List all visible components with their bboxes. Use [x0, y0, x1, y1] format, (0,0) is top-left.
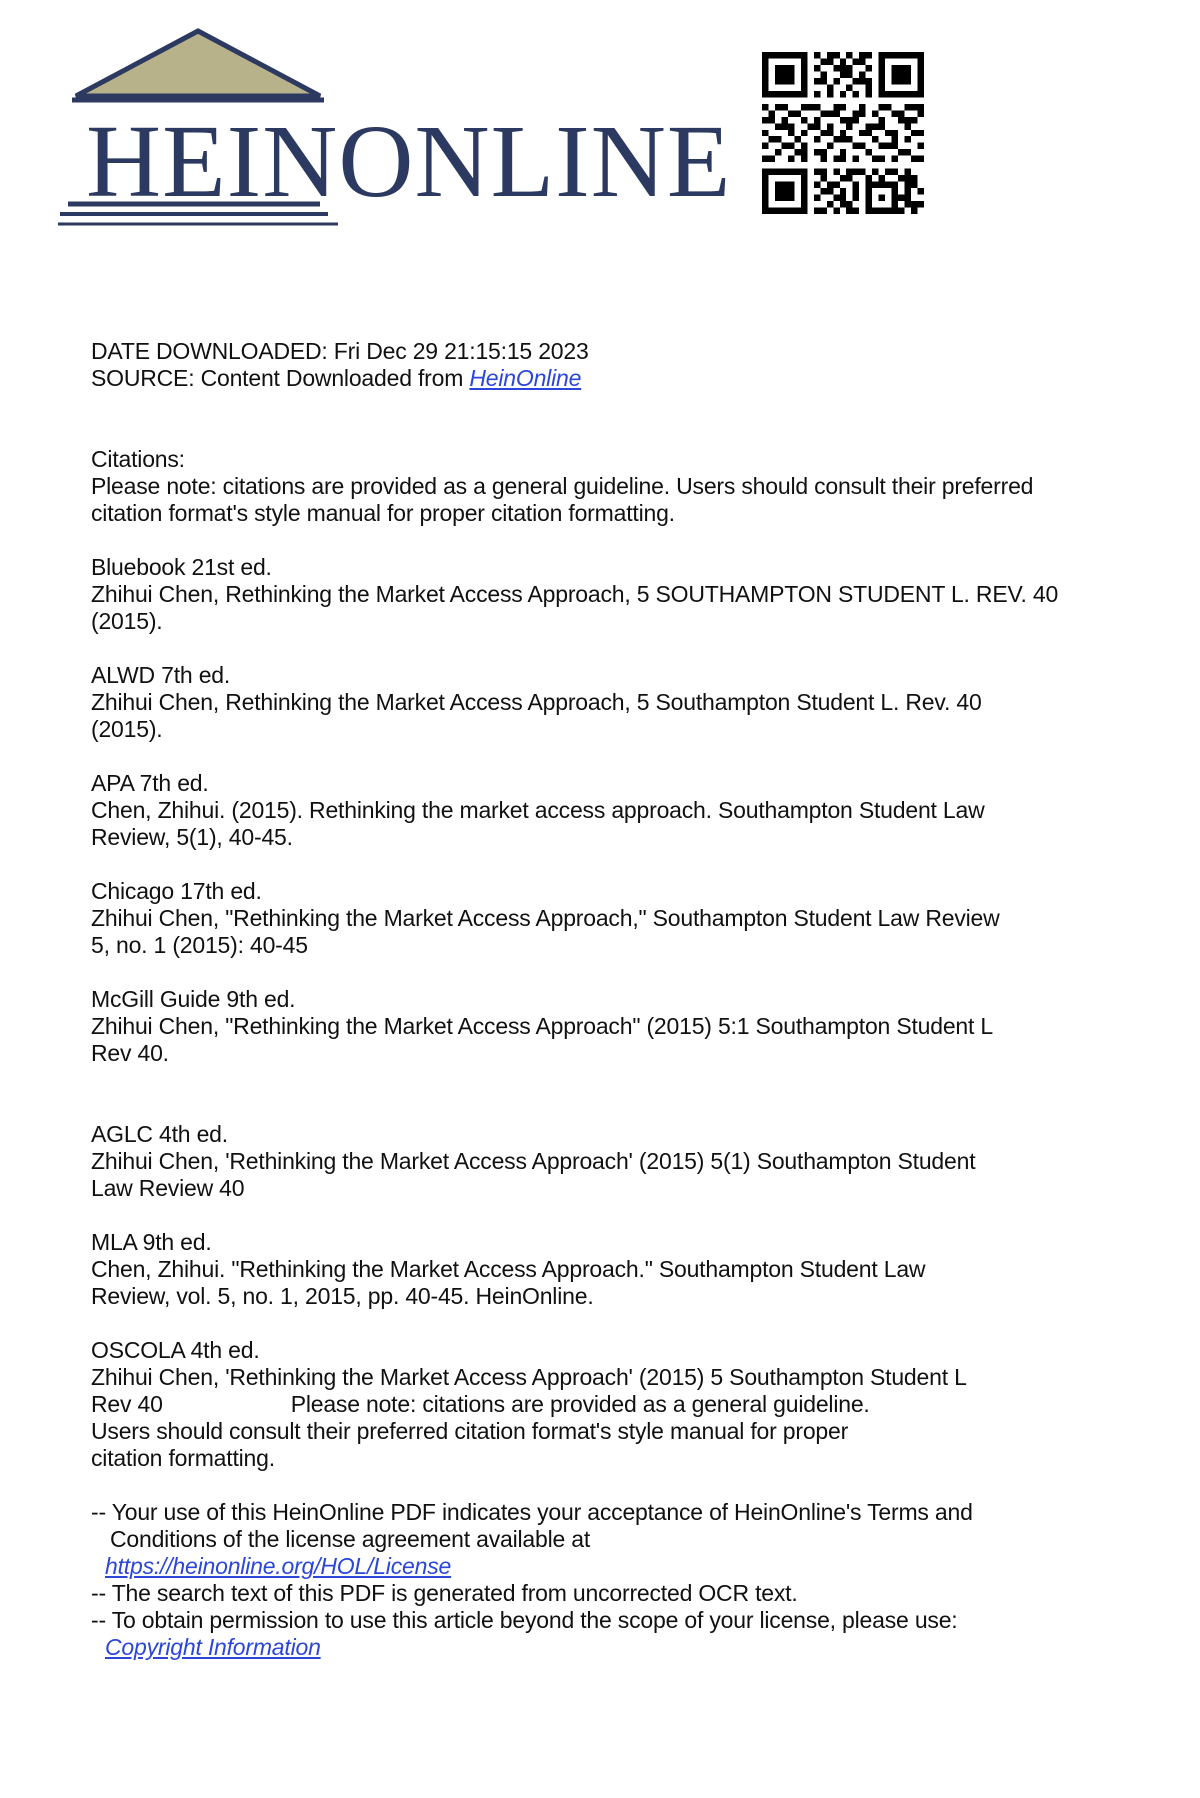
citation-text-line: Zhihui Chen, "Rethinking the Market Access Approach" (2015) 5:1 Southampton Student L	[91, 1013, 993, 1039]
qr-code-icon	[762, 52, 924, 214]
ocr-notice: -- The search text of this PDF is generated from uncorrected OCR text.	[91, 1580, 798, 1606]
citation-text-line	[91, 1391, 1141, 1418]
citations-heading: Citations:	[91, 446, 185, 472]
permission-notice: -- To obtain permission to use this article beyond the scope of your license, please use:	[91, 1607, 958, 1633]
citation-style: AGLC 4th ed.	[91, 1121, 228, 1147]
citations-note-line-2: citation format's style manual for proper citation formatting.	[91, 500, 675, 526]
oscola-inline-note: Please note: citations are provided as a general guideline.	[290, 1391, 870, 1417]
heinonline-link[interactable]: HeinOnline	[469, 365, 582, 391]
citation-text-line: Zhihui Chen, Rethinking the Market Access Approach, 5 SOUTHAMPTON STUDENT L. REV. 40	[91, 581, 1059, 607]
citation-style: Chicago 17th ed.	[91, 878, 262, 904]
logo-text: HEINONLINE	[86, 104, 732, 219]
terms-line-2: Conditions of the license agreement available at	[110, 1526, 591, 1552]
citation-text-line: Zhihui Chen, "Rethinking the Market Access Approach," Southampton Student Law Review	[91, 905, 1000, 931]
citation-chicago	[91, 878, 1141, 959]
citation-apa	[91, 770, 1141, 851]
citation-style: MLA 9th ed.	[91, 1229, 212, 1255]
citation-text-line: Rev 40.	[91, 1040, 169, 1066]
source-prefix: SOURCE: Content Downloaded from	[91, 365, 470, 391]
citation-text-line: Review, 5(1), 40-45.	[91, 824, 293, 850]
copyright-information-link[interactable]: Copyright Information	[105, 1634, 321, 1660]
citation-text-line: Review, vol. 5, no. 1, 2015, pp. 40-45. HeinOnline.	[91, 1283, 594, 1309]
citation-text-line: citation formatting.	[91, 1445, 275, 1471]
citation-style: OSCOLA 4th ed.	[91, 1337, 260, 1363]
source-line	[91, 365, 1141, 392]
license-link[interactable]: https://heinonline.org/HOL/License	[105, 1553, 452, 1579]
citation-mla	[91, 1229, 1141, 1310]
citation-text-line: Law Review 40	[91, 1175, 245, 1201]
footer-notices	[91, 1499, 1141, 1661]
citation-aglc	[91, 1121, 1141, 1202]
terms-line-1: -- Your use of this HeinOnline PDF indicates your acceptance of HeinOnline's Terms and	[91, 1499, 973, 1525]
citation-oscola	[91, 1337, 1141, 1472]
citation-text-line: 5, no. 1 (2015): 40-45	[91, 932, 308, 958]
citation-text-line: (2015).	[91, 716, 163, 742]
date-downloaded: DATE DOWNLOADED: Fri Dec 29 21:15:15 2023	[91, 338, 589, 364]
citation-text-line: Chen, Zhihui. (2015). Rethinking the market access approach. Southampton Student Law	[91, 797, 985, 823]
citation-text-line: Zhihui Chen, Rethinking the Market Access Approach, 5 Southampton Student L. Rev. 40	[91, 689, 982, 715]
citation-style: APA 7th ed.	[91, 770, 209, 796]
citation-text-line: Users should consult their preferred citation format's style manual for proper	[91, 1418, 849, 1444]
citation-text-line: Zhihui Chen, 'Rethinking the Market Access Approach' (2015) 5 Southampton Student L	[91, 1364, 967, 1390]
citation-text-line: (2015).	[91, 608, 163, 634]
citation-style: Bluebook 21st ed.	[91, 554, 272, 580]
citation-mcgill	[91, 986, 1141, 1067]
citation-style: McGill Guide 9th ed.	[91, 986, 296, 1012]
oscola-line-2-start: Rev 40	[91, 1391, 163, 1417]
citation-text-line: Zhihui Chen, 'Rethinking the Market Access Approach' (2015) 5(1) Southampton Student	[91, 1148, 976, 1174]
heinonline-logo	[58, 28, 732, 228]
citation-text-line: Chen, Zhihui. "Rethinking the Market Access Approach." Southampton Student Law	[91, 1256, 926, 1282]
citation-bluebook	[91, 554, 1141, 635]
citation-page-content	[91, 338, 1141, 1661]
citation-alwd	[91, 662, 1141, 743]
citation-style: ALWD 7th ed.	[91, 662, 231, 688]
citations-note-line-1: Please note: citations are provided as a general guideline. Users should consult their preferred	[91, 473, 1034, 499]
